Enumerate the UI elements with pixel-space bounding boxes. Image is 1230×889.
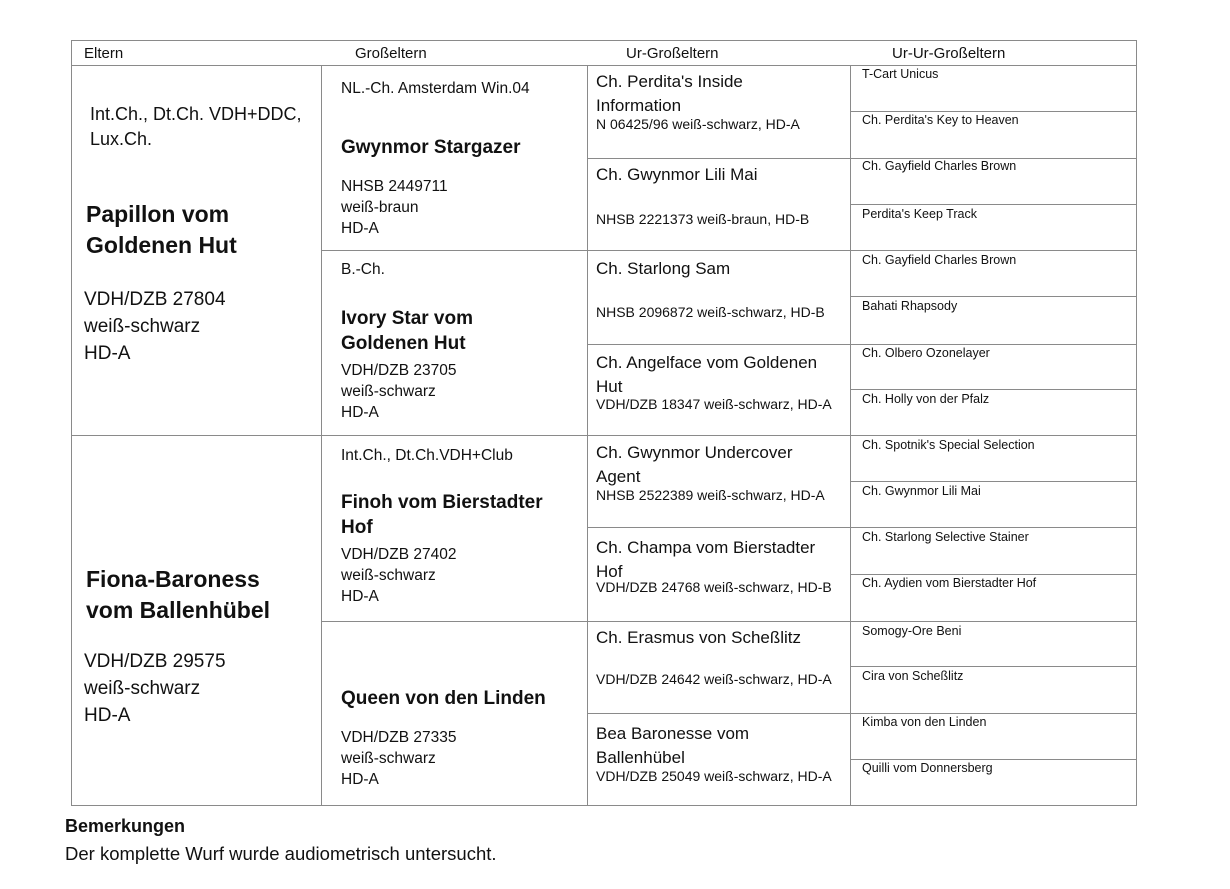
great-great-grandparent: Perdita's Keep Track	[862, 207, 977, 221]
header-urgrosseltern: Ur-Großeltern	[626, 45, 719, 62]
great-great-grandparent: Ch. Gayfield Charles Brown	[862, 253, 1017, 267]
great-grandparent-name: Ch. Starlong Sam	[596, 259, 731, 278]
grandparent-details: VDH/DZB 27335 weiß-schwarz HD-A	[341, 729, 457, 788]
row-divider-gp-3	[321, 621, 1137, 622]
grandparent-details: VDH/DZB 27402 weiß-schwarz HD-A	[341, 546, 457, 605]
great-grandparent-details: VDH/DZB 25049 weiß-schwarz, HD-A	[596, 768, 832, 784]
great-great-grandparent: Ch. Aydien vom Bierstadter Hof	[862, 576, 1037, 590]
great-grandparent-name: Ch. Gwynmor Undercover Agent	[596, 443, 793, 486]
great-grandparent-details: VDH/DZB 24768 weiß-schwarz, HD-B	[596, 579, 832, 595]
grandparent-titles: B.-Ch.	[341, 261, 385, 278]
great-great-grandparent: Cira von Scheßlitz	[862, 669, 964, 683]
great-grandparent-name: Ch. Gwynmor Lili Mai	[596, 165, 758, 184]
remarks-text: Der komplette Wurf wurde audiometrisch untersucht.	[65, 843, 497, 864]
great-great-grandparent: Ch. Perdita's Key to Heaven	[862, 113, 1019, 127]
grandparent-details: NHSB 2449711 weiß-braun HD-A	[341, 178, 448, 237]
grandparent-name: Queen von den Linden	[341, 688, 546, 709]
great-great-grandparent: Bahati Rhapsody	[862, 299, 958, 313]
great-great-grandparent: T-Cart Unicus	[862, 67, 939, 81]
great-grandparent-name: Ch. Perdita's Inside Information	[596, 72, 743, 115]
great-grandparent-name: Ch. Angelface vom Goldenen Hut	[596, 353, 818, 396]
great-grandparent-details: NHSB 2096872 weiß-schwarz, HD-B	[596, 304, 825, 320]
row-divider-gggp	[850, 666, 1137, 667]
pedigree-table-frame	[71, 40, 1137, 806]
row-divider-gggp	[850, 296, 1137, 297]
great-great-grandparent: Ch. Gayfield Charles Brown	[862, 159, 1017, 173]
header-eltern: Eltern	[84, 45, 124, 62]
great-great-grandparent: Quilli vom Donnersberg	[862, 761, 993, 775]
great-great-grandparent: Kimba von den Linden	[862, 715, 987, 729]
great-grandparent-details: NHSB 2221373 weiß-braun, HD-B	[596, 211, 810, 227]
great-grandparent-name: Bea Baronesse vom Ballenhübel	[596, 724, 750, 767]
great-grandparent-details: NHSB 2522389 weiß-schwarz, HD-A	[596, 487, 825, 503]
grandparent-titles: Int.Ch., Dt.Ch.VDH+Club	[341, 447, 513, 464]
grandparent-titles: NL.-Ch. Amsterdam Win.04	[341, 80, 530, 97]
dam-details: VDH/DZB 29575 weiß-schwarz HD-A	[84, 651, 226, 726]
row-divider-gggp	[850, 204, 1137, 205]
row-divider-gp-1	[321, 250, 1137, 251]
grandparent-name: Finoh vom Bierstadter Hof	[341, 492, 543, 538]
header-grosseltern: Großeltern	[355, 45, 427, 62]
row-divider-gggp	[850, 389, 1137, 390]
header-divider	[71, 65, 1137, 66]
row-divider-ggp-5	[587, 527, 1137, 528]
great-grandparent-name: Ch. Champa vom Bierstadter Hof	[596, 538, 816, 581]
header-ururgrosseltern: Ur-Ur-Großeltern	[892, 45, 1006, 62]
row-divider-gggp	[850, 481, 1137, 482]
sire-details: VDH/DZB 27804 weiß-schwarz HD-A	[84, 289, 226, 364]
grandparent-name: Gwynmor Stargazer	[341, 137, 521, 158]
row-divider-parents	[71, 435, 1137, 436]
great-grandparent-details: VDH/DZB 18347 weiß-schwarz, HD-A	[596, 396, 832, 412]
great-great-grandparent: Ch. Gwynmor Lili Mai	[862, 484, 981, 498]
grandparent-name: Ivory Star vom Goldenen Hut	[341, 308, 473, 354]
great-great-grandparent: Somogy-Ore Beni	[862, 624, 962, 638]
great-great-grandparent: Ch. Starlong Selective Stainer	[862, 530, 1029, 544]
remarks-heading: Bemerkungen	[65, 816, 186, 836]
great-great-grandparent: Ch. Spotnik's Special Selection	[862, 438, 1035, 452]
great-great-grandparent: Ch. Olbero Ozonelayer	[862, 346, 990, 360]
dam-name: Fiona-Baroness vom Ballenhübel	[86, 566, 271, 623]
great-grandparent-name: Ch. Erasmus von Scheßlitz	[596, 628, 802, 647]
great-great-grandparent: Ch. Holly von der Pfalz	[862, 392, 990, 406]
great-grandparent-details: VDH/DZB 24642 weiß-schwarz, HD-A	[596, 671, 832, 687]
sire-titles: Int.Ch., Dt.Ch. VDH+DDC, Lux.Ch.	[90, 104, 302, 149]
grandparent-details: VDH/DZB 23705 weiß-schwarz HD-A	[341, 362, 457, 421]
sire-name: Papillon vom Goldenen Hut	[86, 201, 237, 258]
great-grandparent-details: N 06425/96 weiß-schwarz, HD-A	[596, 116, 800, 132]
